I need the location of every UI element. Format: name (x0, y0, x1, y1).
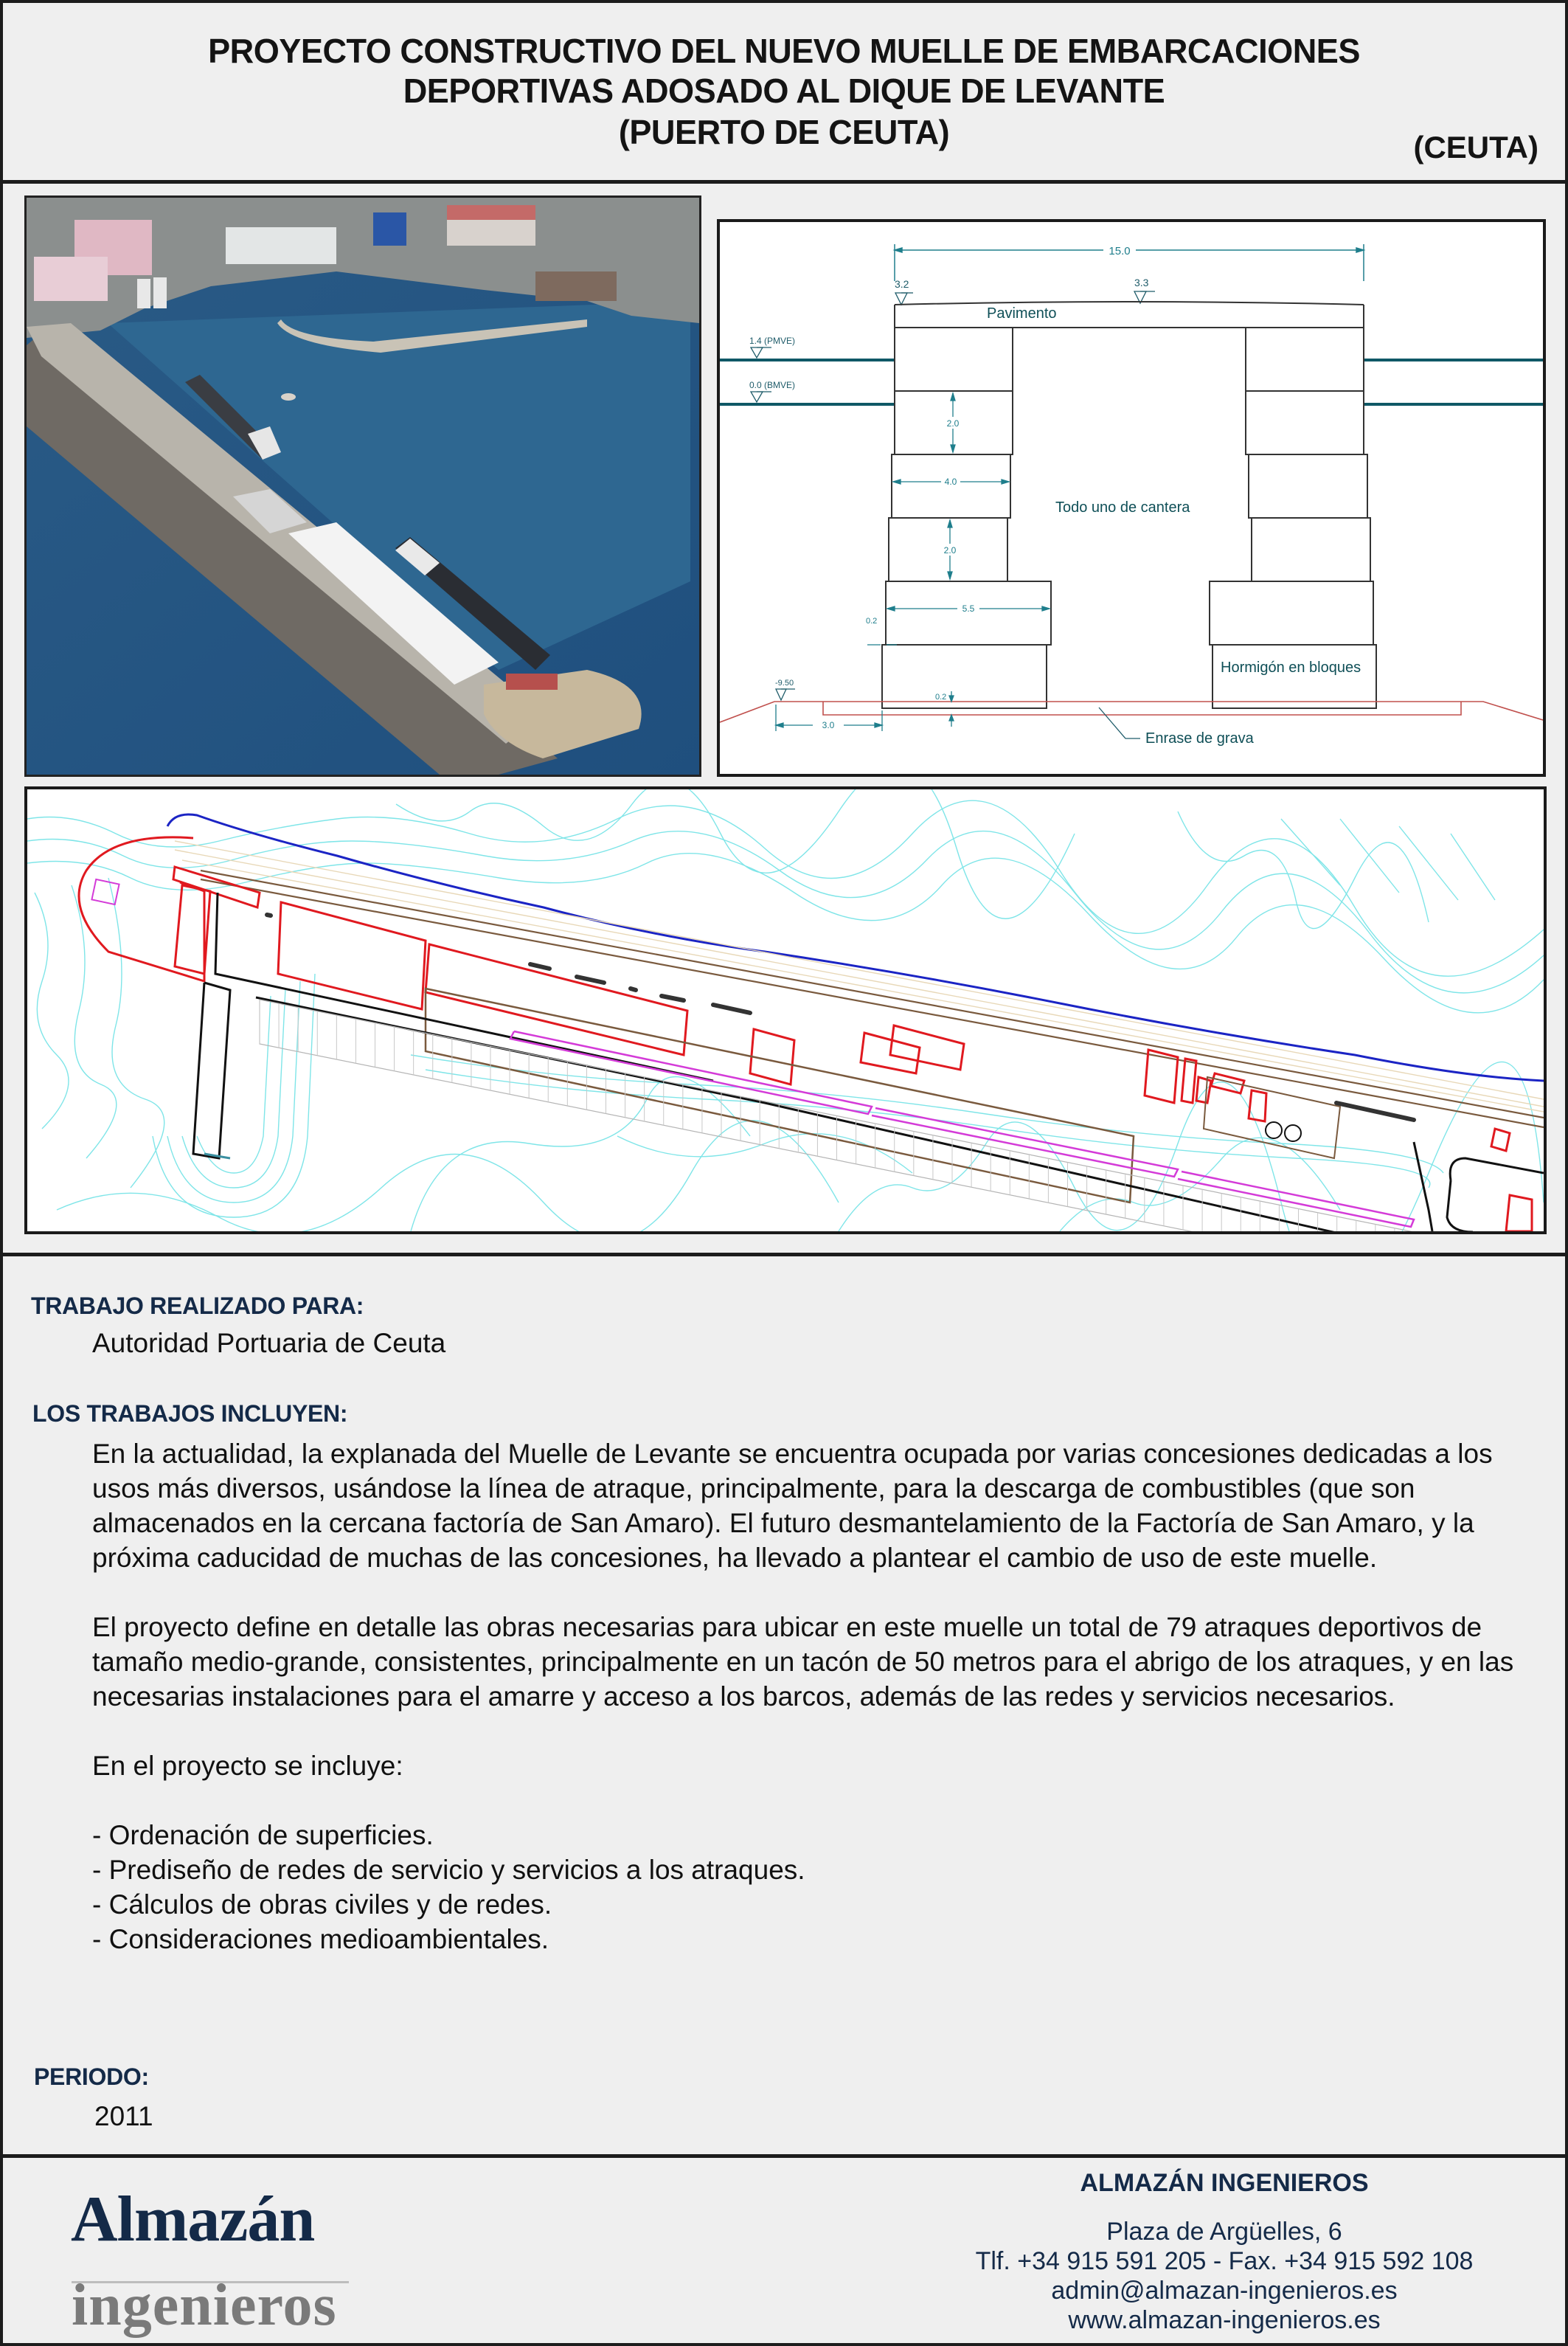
header-divider (0, 180, 1568, 184)
dim-4-0: 4.0 (944, 477, 957, 487)
aerial-photo (24, 196, 701, 777)
dim-2-0-lower: 2.0 (943, 545, 957, 556)
location-tag: (CEUTA) (1413, 130, 1538, 165)
scope-bullet: - Prediseño de redes de servicio y servicios a los atraques. (92, 1855, 805, 1885)
period-value: 2011 (94, 2101, 153, 2131)
label-pavimento: Pavimento (987, 305, 1057, 322)
right-block-column (1210, 328, 1376, 708)
site-plan-drawing (24, 786, 1547, 1234)
label-todo-uno: Todo uno de cantera (1055, 499, 1190, 516)
title-line-1: PROYECTO CONSTRUCTIVO DEL NUEVO MUELLE DE EMBARCACIONES (208, 32, 1360, 70)
svg-text:-9.50: -9.50 (775, 679, 794, 688)
svg-text:0.0 (BMVE): 0.0 (BMVE) (749, 380, 796, 390)
contact-block (900, 2169, 1549, 2335)
dim-2-0-upper: 2.0 (946, 418, 960, 429)
pontoon-grid (260, 1000, 1414, 1231)
label-hormigon: Hormigón en bloques (1221, 660, 1361, 676)
footer-divider (0, 2154, 1568, 2158)
dim-0-2-step: 0.2 (866, 617, 878, 626)
logo-subtitle: ingenieros (72, 2273, 337, 2338)
buildings (173, 867, 1532, 1231)
pier-head-feature (91, 879, 119, 904)
email-link[interactable]: admin@almazan-ingenieros.es (1051, 2277, 1398, 2305)
company-name: ALMAZÁN INGENIEROS (1080, 2169, 1369, 2197)
scope-bullet-list (92, 1818, 1556, 1956)
dim-5-5: 5.5 (962, 603, 975, 614)
website-link[interactable]: www.almazan-ingenieros.es (1068, 2306, 1381, 2334)
level-bmve (749, 380, 795, 402)
water-lines (720, 360, 1543, 404)
logo-wordmark: Almazán (71, 2184, 315, 2255)
gravel-bed (720, 702, 1543, 722)
svg-text:1.4 (PMVE): 1.4 (PMVE) (749, 336, 796, 346)
title-line-3: (PUERTO DE CEUTA) (618, 113, 950, 151)
address: Plaza de Argüelles, 6 (1106, 2218, 1342, 2246)
breakwater-crest (201, 871, 1544, 1127)
tank-1 (1266, 1122, 1282, 1138)
period-heading: PERIODO: (34, 2063, 149, 2090)
level-3-2 (895, 278, 913, 305)
drawings-divider (0, 1253, 1568, 1256)
left-block-column (882, 328, 1051, 708)
pavement-slab (895, 302, 1364, 328)
scope-heading: LOS TRABAJOS INCLUYEN: (32, 1400, 348, 1427)
scope-bullet: - Cálculos de obras civiles y de redes. (92, 1889, 552, 1920)
dim-15: 15.0 (1109, 245, 1131, 257)
pier-head-outline (79, 837, 204, 981)
level-bottom (775, 679, 795, 700)
client-name: Autoridad Portuaria de Ceuta (92, 1328, 446, 1358)
phone-fax: Tlf. +34 915 591 205 - Fax. +34 915 592 108 (975, 2247, 1474, 2275)
dim-0-2-gravel: 0.2 (935, 693, 947, 702)
scope-paragraph-1: En la actualidad, la explanada del Muelle de Levante se encuentra ocupada por varias concesiones dedicadas a los usos más diversos, usándose la línea de atraque, principalmente, para la descarga de combustibles (que son almacenados en la cercana factoría de San Amaro). El futuro desmantelamiento de la Factoría de San Amaro, y la próxima caducidad de muchas de las concesiones, ha llevado a plantear el cambio de uso de este muelle. (92, 1439, 1493, 1573)
svg-text:3.3: 3.3 (1134, 277, 1149, 288)
level-pmve (749, 336, 795, 358)
gravel-leader (1099, 707, 1140, 738)
scope-paragraph-3: En el proyecto se incluye: (92, 1751, 403, 1781)
dim-3-0: 3.0 (822, 720, 835, 730)
scope-body (92, 1436, 1556, 1956)
cross-section-drawing (717, 219, 1546, 777)
coastline (167, 814, 1544, 1081)
title-line-2: DEPORTIVAS ADOSADO AL DIQUE DE LEVANTE (403, 72, 1165, 110)
scope-bullet: - Ordenación de superficies. (92, 1820, 434, 1850)
tank-2 (1285, 1125, 1301, 1141)
client-heading: TRABAJO REALIZADO PARA: (31, 1293, 364, 1319)
quay-outline (193, 893, 1544, 1231)
svg-text:3.2: 3.2 (895, 278, 909, 290)
scope-paragraph-2: El proyecto define en detalle las obras necesarias para ubicar en este muelle un total de 79 atraques deportivos de tamaño medio-grande, consistentes, principalmente en un tacón de 50 metros para el abrigo de los atraques, y en las necesarias instalaciones para el amarre y acceso a los barcos, además de las redes y servicios necesarios. (92, 1612, 1514, 1712)
scope-bullet: - Consideraciones medioambientales. (92, 1924, 549, 1954)
header (0, 0, 1568, 181)
aerial-photo-illustration (27, 198, 699, 775)
level-3-3 (1134, 277, 1155, 303)
label-enrase: Enrase de grava (1145, 730, 1254, 747)
